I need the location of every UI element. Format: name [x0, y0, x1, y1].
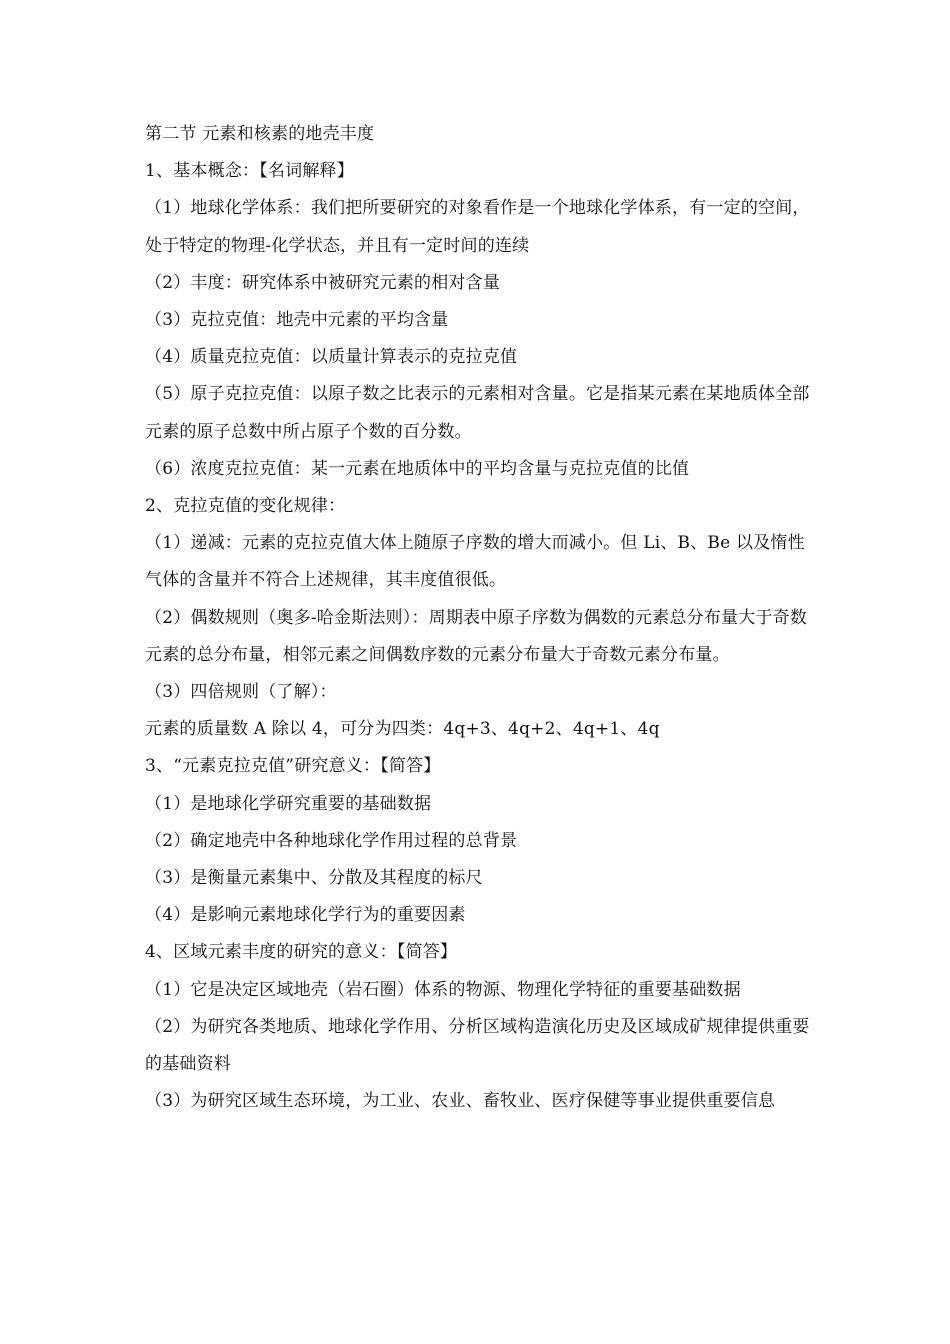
paragraph-geochemical-system: （1）地球化学体系：我们把所要研究的对象看作是一个地球化学体系，有一定的空间，处于特定的物理-化学状态，并且有一定时间的连续 — [145, 198, 810, 256]
heading-clarke-variation: 2、克拉克值的变化规律： — [145, 496, 346, 517]
list-item-factor: （4）是影响元素地球化学行为的重要因素 — [145, 905, 466, 926]
heading-clarke-significance: 3、“元素克拉克值”研究意义：【简答】 — [145, 756, 441, 777]
paragraph-concentration-clarke: （6）浓度克拉克值：某一元素在地质体中的平均含量与克拉克值的比值 — [145, 458, 690, 479]
list-item-regional-research: （2）为研究各类地质、地球化学作用、分析区域构造演化历史及区域成矿规律提供重要的基础资料 — [145, 1016, 810, 1075]
document-body — [145, 116, 810, 1120]
paragraph-mass-clarke: （4）质量克拉克值：以质量计算表示的克拉克值 — [145, 347, 518, 368]
paragraph-mass-number-classes: 元素的质量数 A 除以 4，可分为四类：4q+3、4q+2、4q+1、4q — [145, 719, 660, 740]
list-item-regional-basic-data: （1）它是决定区域地壳（岩石圈）体系的物源、物理化学特征的重要基础数据 — [145, 979, 741, 1000]
list-item-background: （2）确定地壳中各种地球化学作用过程的总背景 — [145, 830, 518, 851]
heading-regional-abundance: 4、区域元素丰度的研究的意义：【简答】 — [145, 942, 458, 963]
heading-basic-concepts: 1、基本概念：【名词解释】 — [145, 161, 354, 182]
section-title: 第二节 元素和核素的地壳丰度 — [145, 124, 375, 144]
list-item-regional-ecology: （3）为研究区域生态环境，为工业、农业、畜牧业、医疗保健等事业提供重要信息 — [145, 1091, 776, 1112]
paragraph-quadruple-rule: （3）四倍规则（了解）： — [145, 682, 337, 703]
list-item-basic-data: （1）是地球化学研究重要的基础数据 — [145, 793, 432, 814]
paragraph-decreasing-rule: （1）递减：元素的克拉克值大体上随原子序数的增大而减小。但 Li、B、Be 以及惰性气体的含量并不符合上述规律，其丰度值很低。 — [145, 533, 805, 591]
paragraph-abundance: （2）丰度：研究体系中被研究元素的相对含量 — [145, 272, 501, 293]
paragraph-even-rule: （2）偶数规则（奥多-哈金斯法则）：周期表中原子序数为偶数的元素总分布量大于奇数元素的总分布量，相邻元素之间偶数序数的元素分布量大于奇数元素分布量。 — [145, 607, 808, 665]
paragraph-clarke-value: （3）克拉克值：地壳中元素的平均含量 — [145, 310, 449, 331]
paragraph-atomic-clarke: （5）原子克拉克值：以原子数之比表示的元素相对含量。它是指某元素在某地质体全部元素的原子总数中所占原子个数的百分数。 — [145, 384, 810, 442]
list-item-scale: （3）是衡量元素集中、分散及其程度的标尺 — [145, 868, 483, 889]
